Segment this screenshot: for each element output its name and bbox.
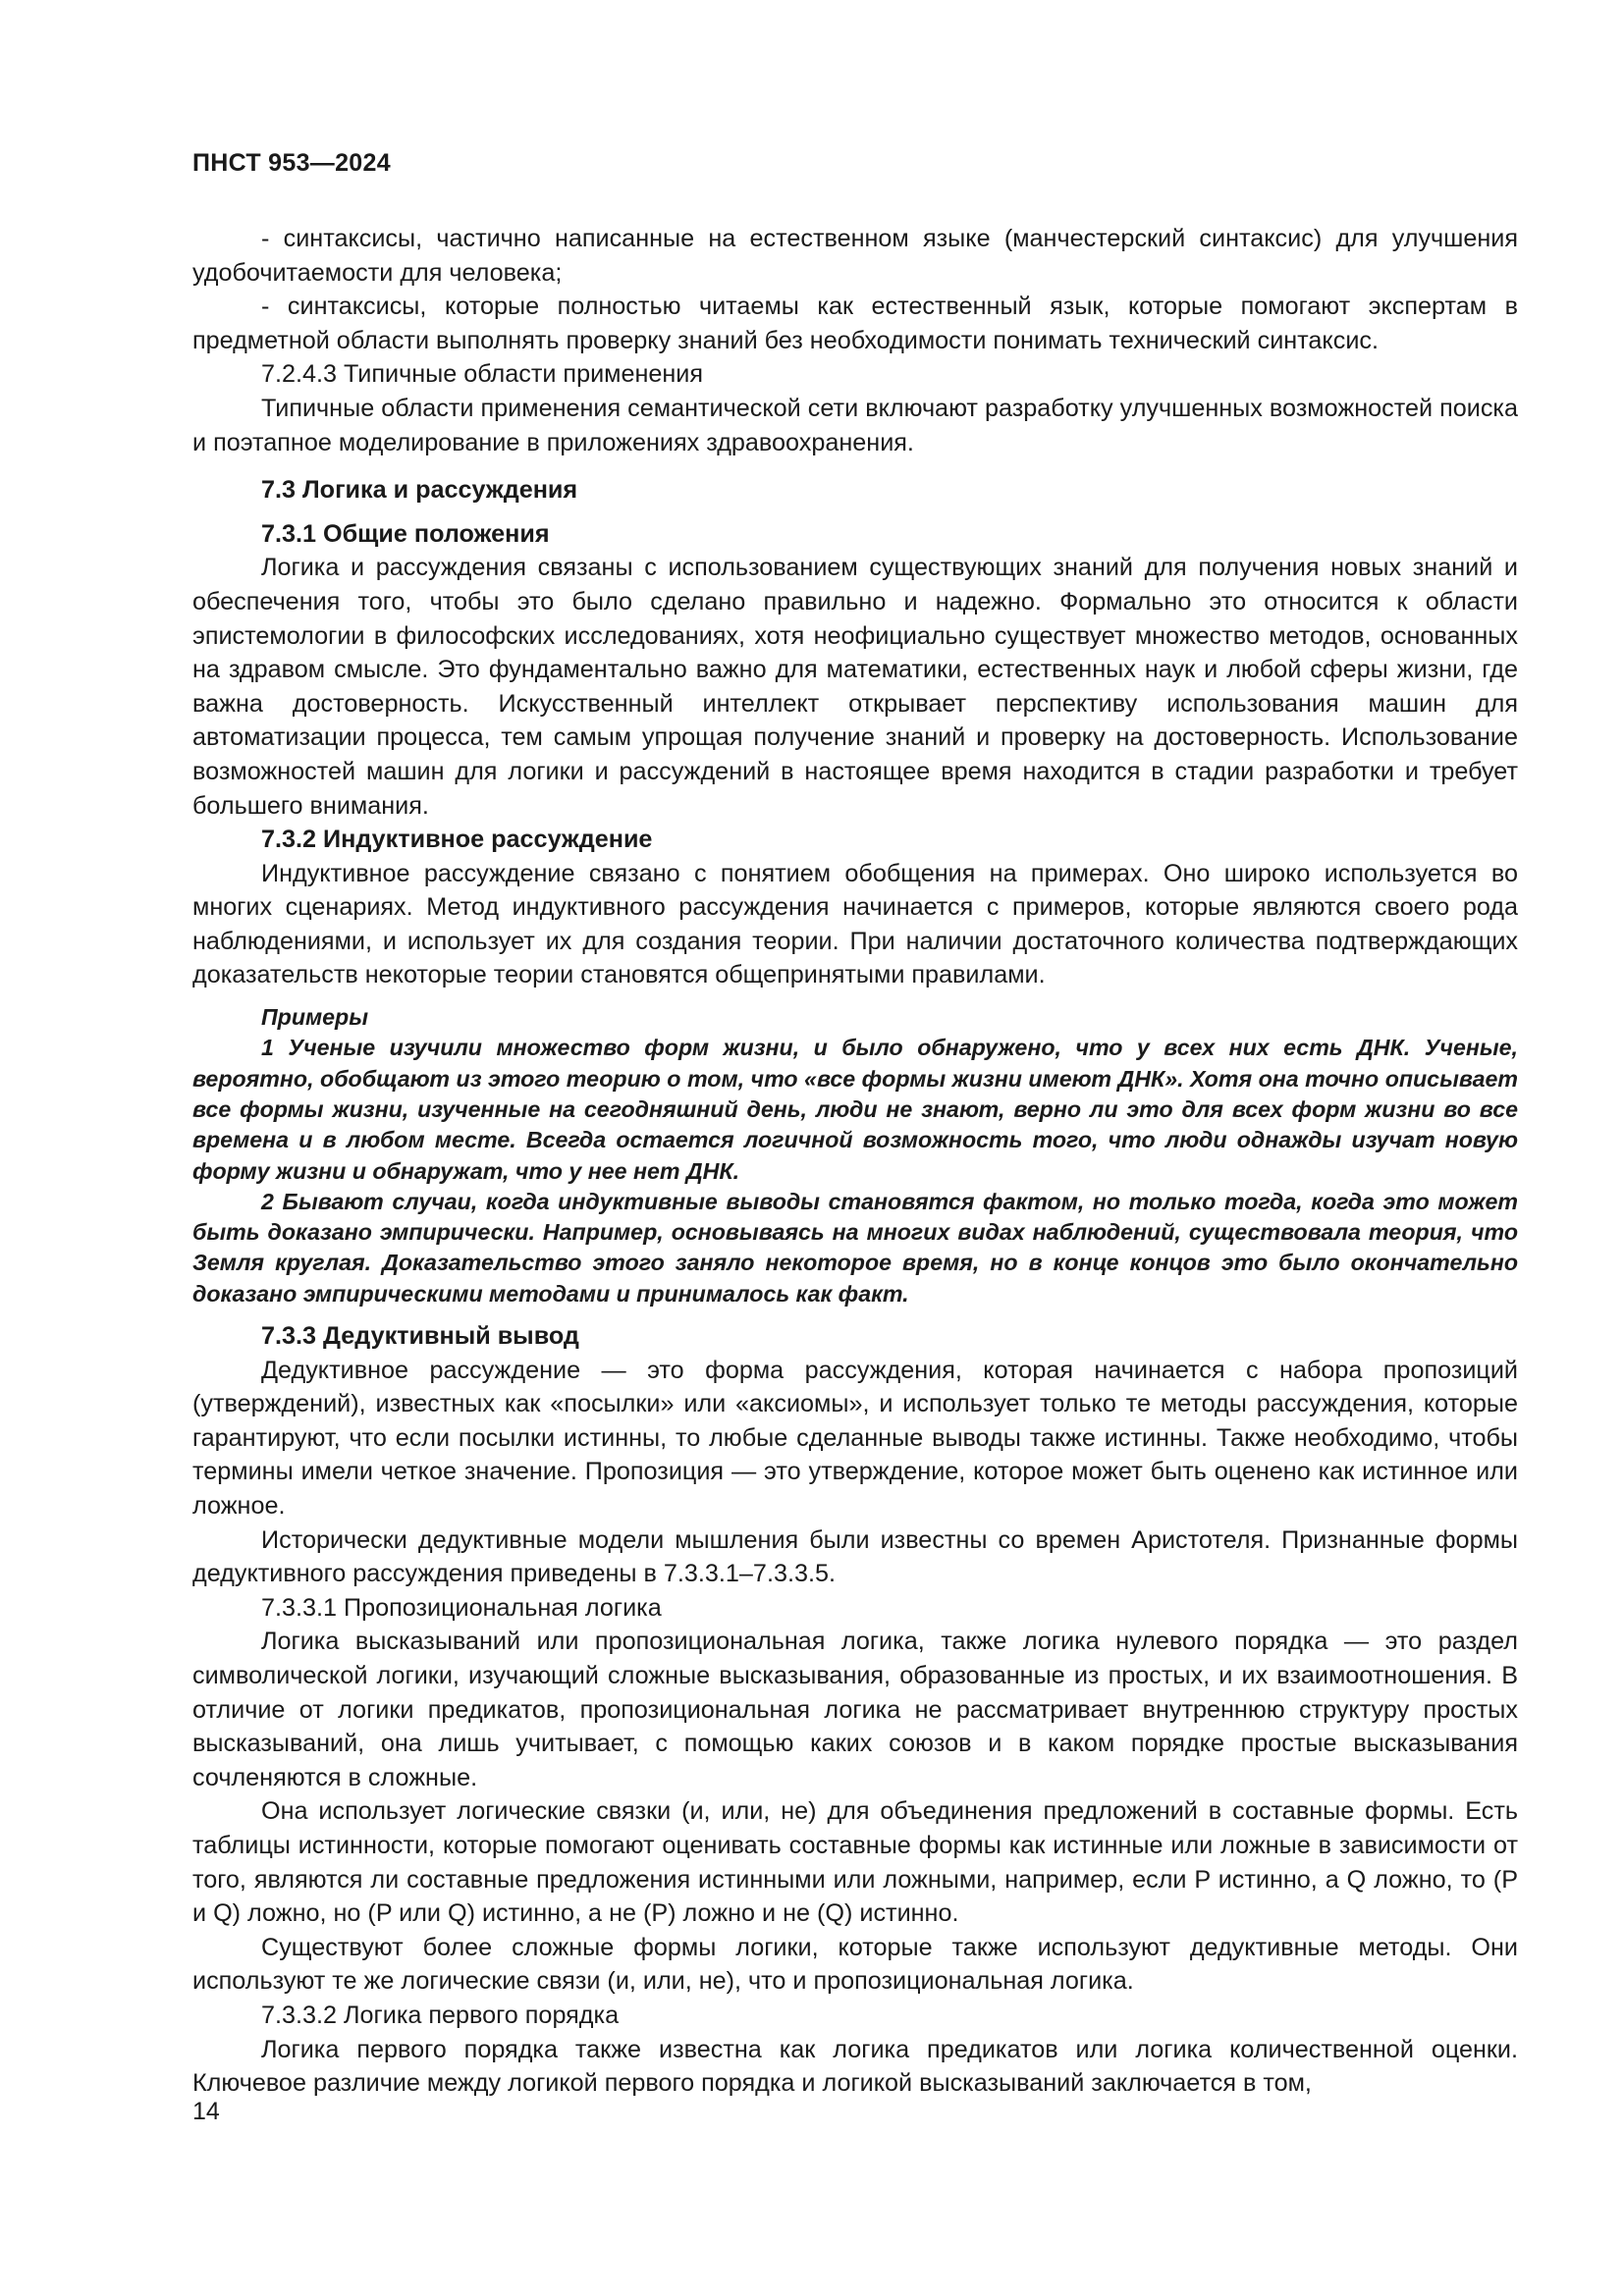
paragraph: Логика высказываний или пропозициональная логика, также логика нулевого порядка — это раздел символической логики, изучающий сложные высказывания, образованные из простых, и их взаимоотношения. В отличие от логики предикатов, пропозициональная логика не рассматривает внутреннюю структуру простых высказываний, она лишь учитывает, с помощью каких союзов и в каком порядке простые высказывания сочленяются в сложные.	[192, 1628, 1518, 1791]
example-item: 1 Ученые изучили множество форм жизни, и было обнаружено, что у всех них есть ДНК. Ученые, вероятно, обобщают из этого теорию о том, что «все формы жизни имеют ДНК». Хотя она точно описывает все формы жизни, изученные на сегодняшний день, люди не знают, верно ли это для всех форм жизни во все времена и в любом месте. Всегда остается логичной возможность того, что люди однажды изучат новую форму жизни и обнаружат, что у нее нет ДНК.	[192, 1035, 1518, 1184]
paragraph: Типичные области применения семантической сети включают разработку улучшенных возможностей поиска и поэтапное моделирование в приложениях здравоохранения.	[192, 394, 1518, 456]
paragraph: Логика первого порядка также известна как логика предикатов или логика количественной оценки. Ключевое различие между логикой первого порядка и логикой высказываний заключается в том,	[192, 2035, 1518, 2098]
subsection-heading: 7.3.2 Индуктивное рассуждение	[261, 826, 653, 854]
document-code: ПНСТ 953—2024	[192, 149, 391, 177]
paragraph: Существуют более сложные формы логики, которые также используют дедуктивные методы. Они используют те же логические связи (и, или, не), что и пропозициональная логика.	[192, 1933, 1518, 1996]
paragraph: Логика и рассуждения связаны с использованием существующих знаний для получения новых знаний и обеспечения того, чтобы это было сделано правильно и надежно. Формально это относится к области эпистемологии в философских исследованиях, хотя неофициально существует множество методов, основанных на здравом смысле. Это фундаментально важно для математики, естественных наук и любой сферы жизни, где важна достоверность. Искусственный интеллект открывает перспективу использования машин для автоматизации процесса, тем самым упрощая получение знаний и проверку на достоверность. Использование возможностей машин для логики и рассуждений в настоящее время находится в стадии разработки и требует большего внимания.	[192, 554, 1518, 820]
list-item: - синтаксисы, которые полностью читаемы как естественный язык, которые помогают экспертам в предметной области выполнять проверку знаний без необходимости понимать технический синтаксис.	[192, 293, 1518, 354]
paragraph: Дедуктивное рассуждение — это форма рассуждения, которая начинается с набора пропозиций (утверждений), известных как «посылки» или «аксиомы», и использует только те методы рассуждения, которые гарантируют, что если посылки истинны, то любые сделанные выводы также истинны. Также необходимо, чтобы термины имели четкое значение. Пропозиция — это утверждение, которое может быть оценено как истинное или ложное.	[192, 1356, 1518, 1520]
page-number: 14	[192, 2098, 220, 2125]
paragraph: Она использует логические связки (и, или, не) для объединения предложений в составные формы. Есть таблицы истинности, которые помогают оценивать составные формы как истинные или ложные в зависимости от того, являются ли составные предложения истинными или ложными, например, если P истинно, а Q ложно, то (P и Q) ложно, но (P или Q) истинно, а не (P) ложно и не (Q) истинно.	[192, 1797, 1518, 1928]
subsection-heading: 7.3.1 Общие положения	[261, 519, 550, 548]
section-heading: 7.3 Логика и рассуждения	[261, 476, 578, 505]
subsection-heading: 7.3.3 Дедуктивный вывод	[261, 1322, 579, 1351]
examples-title: Примеры	[261, 1004, 369, 1031]
subclause-title: 7.3.3.1 Пропозициональная логика	[261, 1593, 662, 1622]
document-body	[192, 222, 1518, 2101]
subclause-title: 7.2.4.3 Типичные области применения	[261, 360, 704, 389]
paragraph: Исторически дедуктивные модели мышления были известны со времен Аристотеля. Признанные формы дедуктивного рассуждения приведены в 7.3.3.1–7.3.3.5.	[192, 1525, 1518, 1588]
list-item: - синтаксисы, частично написанные на естественном языке (манчестерский синтаксис) для улучшения удобочитаемости для человека;	[192, 225, 1518, 287]
subclause-title: 7.3.3.2 Логика первого порядка	[261, 2001, 620, 2029]
example-item: 2 Бывают случаи, когда индуктивные выводы становятся фактом, но только тогда, когда это может быть доказано эмпирически. Например, основываясь на многих видах наблюдений, существовала теория, что Земля круглая. Доказательство этого заняло некоторое время, но в конце концов это было окончательно доказано эмпирическими методами и принималось как факт.	[192, 1188, 1518, 1307]
paragraph: Индуктивное рассуждение связано с понятием обобщения на примерах. Оно широко используется во многих сценариях. Метод индуктивного рассуждения начинается с примеров, которые являются своего рода наблюдениями, и использует их для создания теории. При наличии достаточного количества подтверждающих доказательств некоторые теории становятся общепринятыми правилами.	[192, 859, 1518, 989]
